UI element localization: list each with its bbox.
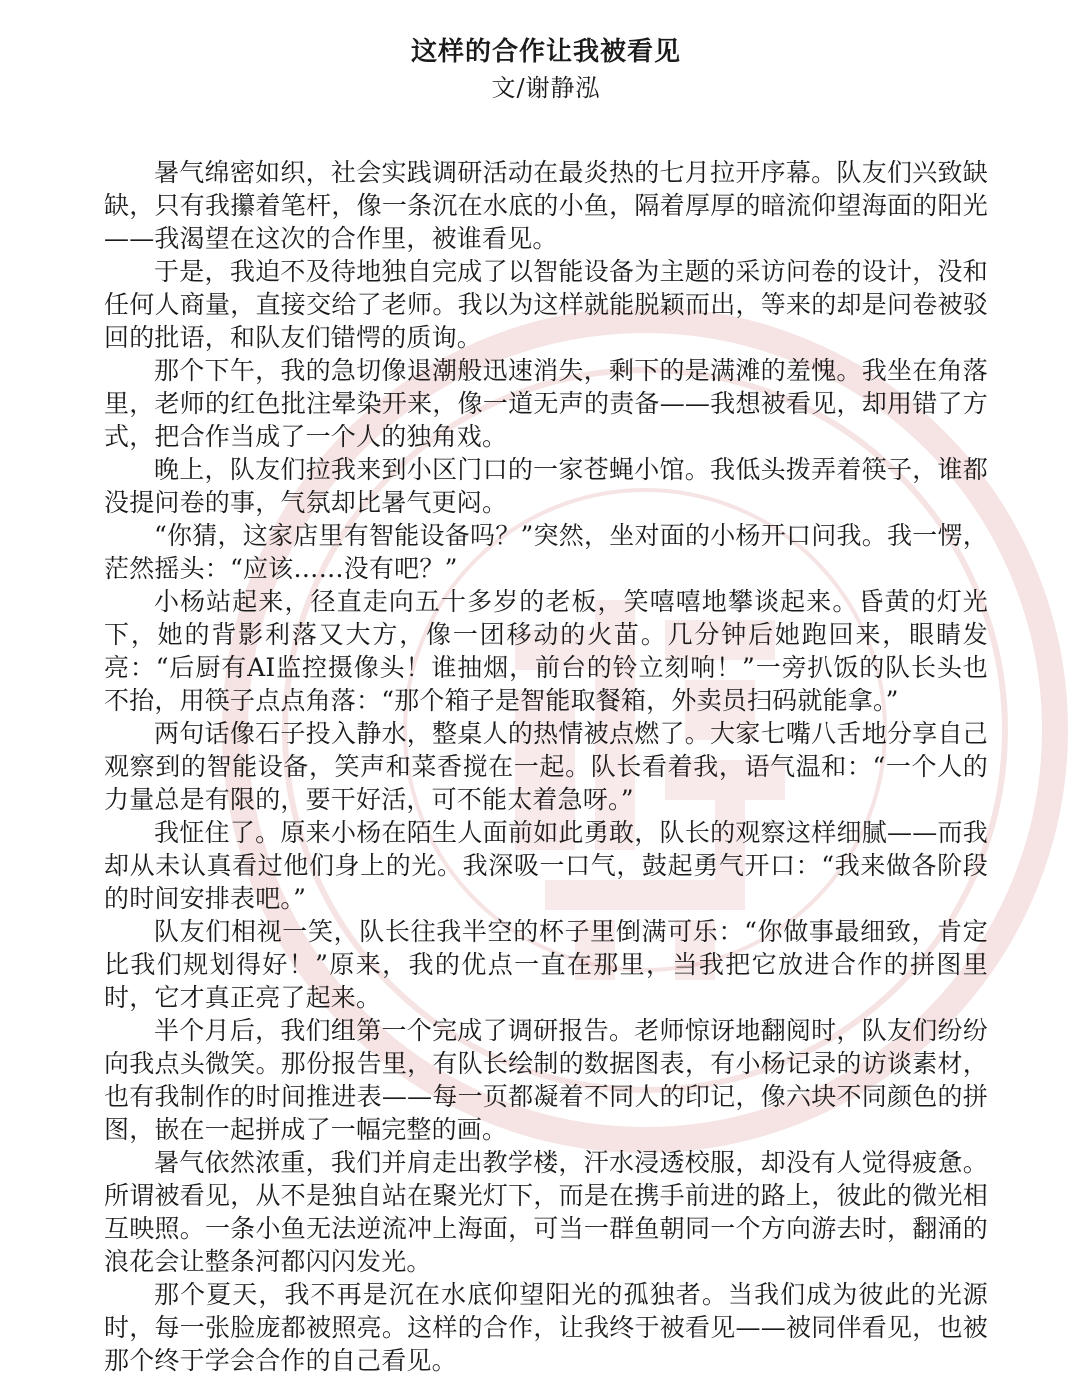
- paragraph: 暑气绵密如织，社会实践调研活动在最炎热的七月拉开序幕。队友们兴致缺缺，只有我攥着笔杆，像一条沉在水底的小鱼，隔着厚厚的暗流仰望海面的阳光——我渴望在这次的合作里，被谁看见。: [104, 158, 988, 253]
- paragraph: 于是，我迫不及待地独自完成了以智能设备为主题的采访问卷的设计，没和任何人商量，直接交给了老师。我以为这样就能脱颖而出，等来的却是问卷被驳回的批语，和队友们错愕的质询。: [104, 257, 988, 352]
- paragraph: 暑气依然浓重，我们并肩走出教学楼，汗水浸透校服，却没有人觉得疲惫。所谓被看见，从不是独自站在聚光灯下，而是在携手前进的路上，彼此的微光相互映照。一条小鱼无法逆流冲上海面，可当一群鱼朝同一个方向游去时，翻涌的浪花会让整条河都闪闪发光。: [104, 1148, 988, 1276]
- paragraph: “你猜，这家店里有智能设备吗？”突然，坐对面的小杨开口问我。我一愣，茫然摇头：“应该……没有吧？”: [104, 521, 988, 583]
- document-author: 文/谢静泓: [491, 74, 601, 102]
- paragraph: 那个夏天，我不再是沉在水底仰望阳光的孤独者。当我们成为彼此的光源时，每一张脸庞都被照亮。这样的合作，让我终于被看见——被同伴看见，也被那个终于学会合作的自己看见。: [104, 1280, 988, 1375]
- paragraph: 我怔住了。原来小杨在陌生人面前如此勇敢，队长的观察这样细腻——而我却从未认真看过他们身上的光。我深吸一口气，鼓起勇气开口：“我来做各阶段的时间安排表吧。”: [104, 818, 988, 913]
- paragraph: 晚上，队友们拉我来到小区门口的一家苍蝇小馆。我低头拨弄着筷子，谁都没提问卷的事，气氛却比暑气更闷。: [104, 455, 988, 517]
- paragraph: 两句话像石子投入静水，整桌人的热情被点燃了。大家七嘴八舌地分享自己观察到的智能设备，笑声和菜香搅在一起。队长看着我，语气温和：“一个人的力量总是有限的，要干好活，可不能太着急呀。”: [104, 719, 988, 814]
- paragraph: 小杨站起来，径直走向五十多岁的老板，笑嘻嘻地攀谈起来。昏黄的灯光下，她的背影利落又大方，像一团移动的火苗。几分钟后她跑回来，眼睛发亮：“后厨有AI监控摄像头！谁抽烟，前台的铃立刻响！”一旁扒饭的队长头也不抬，用筷子点点角落：“那个箱子是智能取餐箱，外卖员扫码就能拿。”: [104, 587, 988, 715]
- document-title: 这样的合作让我被看见: [410, 37, 681, 67]
- paragraph: 队友们相视一笑，队长往我半空的杯子里倒满可乐：“你做事最细致，肯定比我们规划得好！”原来，我的优点一直在那里，当我把它放进合作的拼图里时，它才真正亮了起来。: [104, 917, 988, 1012]
- paragraph: 半个月后，我们组第一个完成了调研报告。老师惊讶地翻阅时，队友们纷纷向我点头微笑。那份报告里，有队长绘制的数据图表，有小杨记录的访谈素材，也有我制作的时间推进表——每一页都凝着不同人的印记，像六块不同颜色的拼图，嵌在一起拼成了一幅完整的画。: [104, 1016, 988, 1144]
- document-body: [104, 156, 988, 1377]
- paragraph: 那个下午，我的急切像退潮般迅速消失，剩下的是满滩的羞愧。我坐在角落里，老师的红色批注晕染开来，像一道无声的责备——我想被看见，却用错了方式，把合作当成了一个人的独角戏。: [104, 356, 988, 451]
